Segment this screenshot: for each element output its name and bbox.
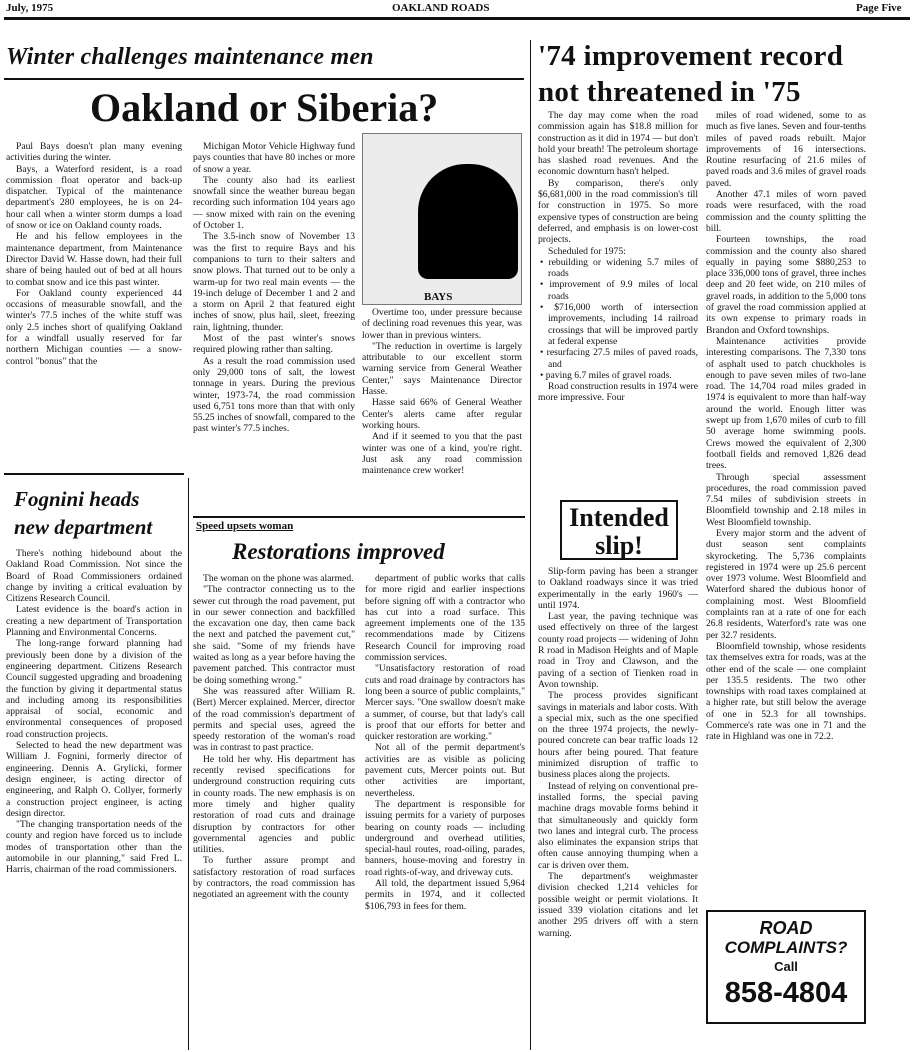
intended-slip-box bbox=[560, 500, 678, 560]
improvement-column-2 bbox=[706, 110, 866, 902]
complaints-phone: 858-4804 bbox=[724, 977, 848, 1009]
restorations-title: Restorations improved bbox=[232, 539, 445, 564]
improvement-c2-p7: Bloomfield township, whose residents tax themselves extra for roads, was at the other end of the scale — one complaint per 135.5 residents. The two other townships with road taxes complained at a higher rate, but still below the average of one in 52.3 for all townships. Commerce's rate was one in 71 and the rate in Highland was one in 72.2. bbox=[706, 640, 866, 743]
improvement-c1-p2: By comparison, there's only $6,681,000 in the road commission's till for construction in 1975. So more expensive types of construction are being deferred, and emphasis is on lower-cost projects. bbox=[538, 177, 698, 246]
restorations-c2-p2: "Unsatisfactory restoration of road cuts and road drainage by contractors has long been a source of public complaints," Mercer says. "One swallow doesn't make a summer, of course, but that lady's call is proof that our efforts for better and quicker restoration are working." bbox=[365, 663, 525, 743]
restorations-c1-p1: The woman on the phone was alarmed. bbox=[203, 573, 354, 584]
restorations-c2-p4: The department is responsible for issuing permits for a variety of purposes bearing on county roads — including underground and overhead utilities, special-haul routes, road-oiling, parades, banners, house-moving and forestry in road rights-of-way, and driveway cuts. bbox=[365, 798, 525, 878]
complaints-line3: Call bbox=[774, 959, 798, 974]
restorations-c1-p2: "The contractor connecting us to the sewer cut through the road pavement, put in our sewer connection and backfilled the excavation one day, then came back the next and patched the pavement cut," she said. "Some of my friends have waited as long as a year before having the pavement patched. This contractor must be doing something wrong." bbox=[193, 584, 355, 686]
slip-body bbox=[538, 566, 698, 1048]
fognini-p3: The long-range forward planning had previously been done by a division of the engineering department. Citizens Research Council suggested upgrading and broadening the function by giving it departmental status and including among its responsibilities appraisal of social, economic and environmental consequences of proposed road construction projects. bbox=[6, 638, 182, 740]
winter-c1-p1: Paul Bays doesn't plan many evening activities during the winter. bbox=[6, 141, 182, 164]
restorations-c1-p4: He told her why. His department has recently revised specifications for underground construction requiring cuts in county roads. The new emphasis is on more timely and higher quality restoration of road cuts and drainage disruption by contractors for other governmental agencies and public utilities. bbox=[193, 753, 355, 856]
bays-portrait-silhouette bbox=[418, 164, 518, 279]
winter-column-3 bbox=[362, 307, 522, 513]
schedule-item: • paving 6.7 miles of gravel roads. bbox=[540, 369, 672, 381]
fognini-p1: There's nothing hidebound about the Oakland Road Commission. Not since the Board of Road Commissioners ordained change by inviting a critical evaluation by Citizens Research Council. bbox=[6, 548, 182, 605]
winter-c3-p3: Hasse said 66% of General Weather Center's alerts came after regular working hours. bbox=[362, 397, 522, 431]
winter-c3-p2: "The reduction in overtime is largely attributable to our excellent storm warning service from General Weather Center," says Maintenance Director Hasse. bbox=[362, 340, 522, 398]
winter-c1-p2: Bays, a Waterford resident, is a road commission float operator and back-up dispatcher. Typical of the maintenance department's 280 employees, he is on 24-hour call when a winter storm dumps a load of snow or ice on Oakland county roads. bbox=[6, 163, 182, 232]
improvement-c2-p1: miles of road widened, some to as much as five lanes. Seven and four-tenths miles of paved roads rebuilt. Major improvements of 16 intersections. Routine resurfacing of 21.6 miles of paved roads and 3.6 miles of gravel roads paved. bbox=[706, 110, 866, 189]
fognini-body bbox=[6, 548, 182, 1048]
winter-c2-p2: The county also had its earliest snowfall since the weather bureau began recording such information 104 years ago — snow mixed with rain on the evening of October 1. bbox=[193, 174, 355, 232]
winter-kicker: Winter challenges maintenance men bbox=[6, 44, 374, 70]
road-complaints-box bbox=[706, 910, 866, 1024]
fognini-title-line1: Fognini heads bbox=[14, 487, 140, 511]
slip-p3: The process provides significant savings in materials and labor costs. With a special mix, such as the one specified on the three 1974 projects, the newly-poured concrete can bear traffic loads 12 hours after being poured. That feature minimized disruption of traffic to business places along the projects. bbox=[538, 690, 698, 781]
fognini-top-rule bbox=[4, 473, 184, 475]
improvement-title-line2: not threatened in '75 bbox=[538, 76, 801, 108]
slip-title-line2: slip! bbox=[595, 531, 643, 560]
improvement-c1-p3: Scheduled for 1975: bbox=[548, 245, 626, 257]
slip-p5: The department's weighmaster division checked 1,214 vehicles for possible weight or permit violations. It issued 339 violation citations and let another 295 drivers off with a stern warning. bbox=[538, 871, 698, 939]
restorations-top-rule bbox=[193, 516, 525, 518]
photo-caption: BAYS bbox=[424, 291, 453, 303]
page-number: Page Five bbox=[856, 2, 902, 14]
improvement-c2-p2: Another 47.1 miles of worn paved roads were resurfaced, with the road commission and the county splitting the bill. bbox=[706, 189, 866, 234]
restorations-column-2 bbox=[365, 573, 525, 1049]
restorations-column-1 bbox=[193, 573, 355, 1049]
issue-date: July, 1975 bbox=[6, 2, 54, 14]
improvement-c2-p3: Fourteen townships, the road commission and the county also shared equally in paying some $880,253 to place 336,000 tons of gravel, three inches deep and 20 feet wide, on 210 miles of gravel roads, in addition to the 5,000 tons of gravel the road commission applied at its own expense to primary roads in Brandon and Oxford townships. bbox=[706, 234, 866, 336]
column-divider-left bbox=[188, 478, 189, 1050]
fognini-p2: Latest evidence is the board's action in creating a new department of Transportation Planning and Environmental Concerns. bbox=[6, 604, 182, 639]
fognini-p5: "The changing transportation needs of the county and region have forced us to include modes of transportation other than the automobile in our planning," said Fred L. Harris, chairman of the road commissioners. bbox=[6, 819, 182, 876]
improvement-c1-p1: The day may come when the road commission again has $18.8 million for construction as it did in 1974 — but don't hold your breath! The petroleum shortage has slashed road revenues. And the economic downturn hasn't helped. bbox=[538, 110, 698, 178]
schedule-item: • rebuilding or widening 5.7 miles of roads bbox=[540, 256, 698, 280]
complaints-line1: ROAD bbox=[759, 918, 813, 938]
slip-p2: Last year, the paving technique was used effectively on three of the largest county road projects — widening of John R road in Madison Heights and of Maple road in Troy and Clawson, and the paving of a section of Tienken road in Avon township. bbox=[538, 611, 698, 690]
fognini-title-line2: new department bbox=[14, 515, 153, 539]
improvement-c2-p6: Every major storm and the advent of dust season sent complaints skyrocketing. The 5,736 complaints registered in 1974 were up 25.6 percent over 1973 volume. West Bloomfield and Waterford shared the dubious honor of complaining most. West Bloomfield complaints ran at a rate of one for each 26.8 residents, Waterford's rate was one per 32.7 residents. bbox=[706, 527, 866, 641]
winter-c3-p1: Overtime too, under pressure because of declining road revenues this year, was lower than in previous winters. bbox=[362, 307, 522, 341]
winter-column-2 bbox=[193, 141, 355, 513]
schedule-item: • $716,000 worth of intersection improvements, including 14 railroad crossings that will be improved partly at federal expense bbox=[540, 302, 698, 347]
winter-c2-p3: The 3.5-inch snow of November 13 was the first to require Bays and his companions to turn to their salters and snow plows. That turned out to be only a warm-up for two real main events — the 19-inch deluge of December 1 and 2 and a storm on April 2 that featured eight inches of snow, plus hail, sleet, freezing rain, lightning, thunder. bbox=[193, 231, 355, 333]
restorations-c1-p3: She was reassured after William R. (Bert) Mercer explained. Mercer, director of the road commission's department of permits and special uses, agreed the speedy restoration of the woman's road was in contrast to past practice. bbox=[193, 685, 355, 754]
bays-photo bbox=[362, 133, 522, 305]
winter-title: Oakland or Siberia? bbox=[90, 85, 439, 130]
schedule-item: • improvement of 9.9 miles of local roads bbox=[540, 279, 698, 302]
fognini-p4: Selected to head the new department was William J. Fognini, formerly director of engineering. Dennis A. Grylicki, former design engineer, is acting director of engineering, and Ralph O. Collyer, formerly a construction project engineer, is acting design director. bbox=[6, 740, 182, 819]
winter-c1-p4: For Oakland county experienced 44 occasions of measurable snowfall, and the winter's 77.5 inches of the white stuff was only 2.5 inches short of qualifying Oakland for a windfall usually reserved for far northern Michigan counties — a snow-control "bonus" that the bbox=[6, 287, 182, 367]
improvement-title-line1: '74 improvement record bbox=[538, 40, 844, 72]
restorations-c2-p5: All told, the department issued 5,964 permits in 1974, and it collected $106,793 in fees for them. bbox=[365, 878, 525, 912]
header-rule bbox=[4, 17, 910, 20]
schedule-item: • resurfacing 27.5 miles of paved roads, and bbox=[540, 347, 698, 370]
slip-title-line1: Intended bbox=[569, 503, 669, 532]
improvement-column-1 bbox=[538, 110, 698, 498]
complaints-line2: COMPLAINTS? bbox=[724, 938, 848, 957]
publication-name: OAKLAND ROADS bbox=[392, 2, 490, 14]
winter-c2-p4: Most of the past winter's snows required plowing rather than salting. bbox=[193, 333, 355, 356]
column-divider-middle bbox=[530, 40, 531, 1050]
restorations-c2-p3: Not all of the permit department's activities are as visible as policing pavement cuts, Mercer points out. But other activities are important, nevertheless. bbox=[365, 742, 525, 799]
winter-c2-p1: Michigan Motor Vehicle Highway fund pays counties that have 80 inches or more of snow a year. bbox=[193, 141, 355, 175]
improvement-c1-tail: Road construction results in 1974 were more impressive. Four bbox=[538, 381, 698, 404]
improvement-c2-p5: Through special assessment procedures, the road commission paved 7.54 miles of subdivision streets in Bloomfield township and 2.18 miles in West Bloomfield township. bbox=[706, 471, 866, 528]
winter-column-1 bbox=[6, 141, 182, 469]
winter-c3-p4: And if it seemed to you that the past winter was one of a kind, you're right. Just ask any road commission maintenance crew worker! bbox=[362, 431, 522, 477]
winter-c2-p5: As a result the road commission used only 29,000 tons of salt, the lowest tonnage in years. During the previous winter, 1973-74, the road commission used 6,751 tons more than that with only 55.25 inches of snowfall, compared to the past winter's 77.5 inches. bbox=[193, 355, 355, 435]
restorations-kicker: Speed upsets woman bbox=[196, 520, 294, 532]
schedule-list bbox=[538, 257, 698, 381]
restorations-c2-p1: department of public works that calls for more rigid and earlier inspections before signing off with a contractor who has cut into a road surface. This agreement implements one of the 135 recommendations made by Citizens Research Council for improving road commission services. bbox=[365, 573, 525, 664]
improvement-c2-p4: Maintenance activities provide interesting comparisons. The 7,330 tons of asphalt used to patch chuckholes is enough to pave seven miles of two-lane road. The 14,704 road miles graded in 1974 is equivalent to more than half-way around the world. Enough litter was swept up from 1,670 miles of curb to fill 50 average home swimming pools. Crews mowed the equivalent of 2,300 football fields and removed 1,826 dead trees. bbox=[706, 335, 866, 472]
winter-kicker-rule bbox=[4, 78, 524, 80]
slip-p4: Instead of relying on conventional pre-installed forms, the special paving machine drags movable forms behind it that simultaneously and quickly form two lanes and integral curb. The process also eliminates the expansion strips that often cause annoying thumping when a car is driven over them. bbox=[538, 780, 698, 871]
winter-c1-p3: He and his fellow employees in the maintenance department, from Maintenance Director David W. Hasse down, had their full share of being hauled out of bed at all hours to combat snow and ice this past winter. bbox=[6, 231, 182, 288]
slip-p1: Slip-form paving has been a stranger to Oakland roadways since it was tried experimentally in the early 1960's — until 1974. bbox=[538, 566, 698, 611]
restorations-c1-p5: To further assure prompt and satisfactory restoration of road surfaces by contractors, the road commission has negotiated an agreement with the county bbox=[193, 855, 355, 901]
